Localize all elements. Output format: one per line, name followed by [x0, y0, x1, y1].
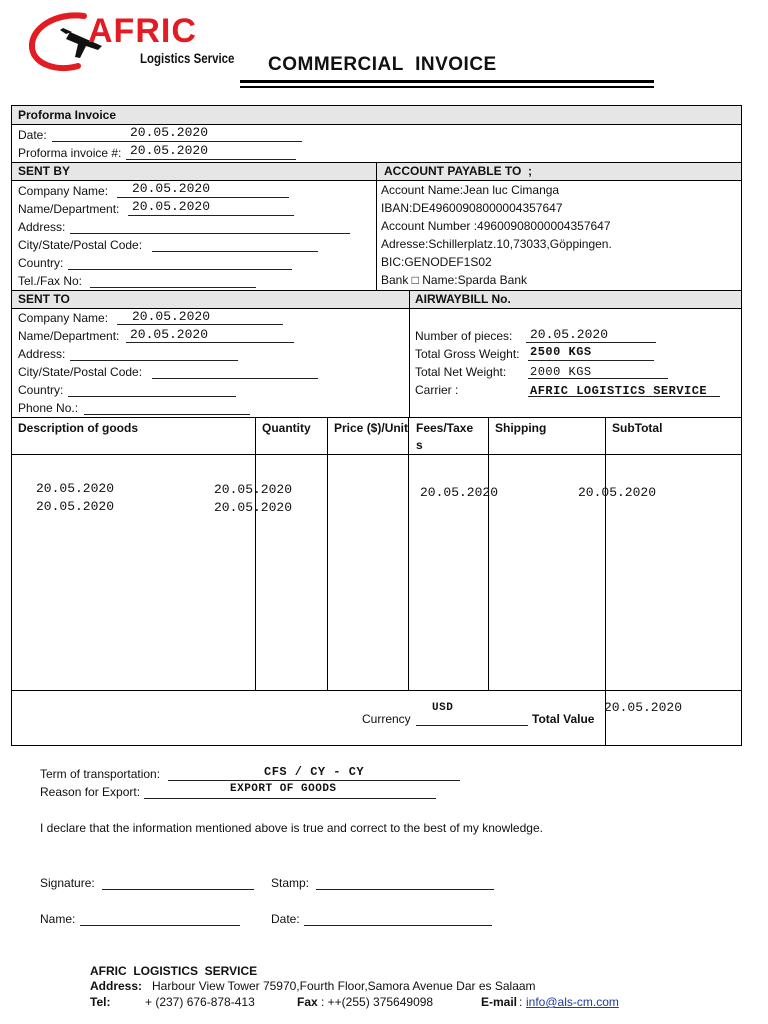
sent-to-city-field[interactable]: [152, 378, 318, 379]
account-line: BIC:GENODEF1S02: [381, 255, 492, 269]
total-value[interactable]: 20.05.2020: [604, 700, 683, 715]
proforma-title: Proforma Invoice: [18, 108, 117, 122]
footer-address-label: Address:: [90, 979, 143, 993]
sent-by-address-field[interactable]: [70, 233, 350, 234]
goods-quantity-cell[interactable]: 20.05.2020: [214, 482, 293, 497]
airwaybill-title: AIRWAYBILL No.: [415, 292, 511, 306]
total-value-label: Total Value: [532, 712, 595, 726]
sent-by-country-field[interactable]: [68, 269, 292, 270]
footer-tel-label: Tel:: [90, 995, 111, 1009]
footer-company: AFRIC LOGISTICS SERVICE: [90, 964, 258, 978]
carrier-label: Carrier :: [415, 383, 459, 397]
sent-to-city-label: City/State/Postal Code:: [18, 365, 143, 379]
col-header-shipping: Shipping: [495, 421, 547, 435]
stamp-field[interactable]: [316, 889, 494, 890]
goods-quantity-cell[interactable]: 20.05.2020: [214, 500, 293, 515]
stamp-label: Stamp:: [271, 876, 310, 890]
signature-label: Signature:: [40, 876, 95, 890]
pieces-value[interactable]: 20.05.2020: [530, 327, 609, 342]
sent-to-dept-value[interactable]: 20.05.2020: [130, 327, 209, 342]
col-header-fees-wrap: s: [416, 438, 423, 452]
sign-date-field[interactable]: [304, 925, 492, 926]
date-value[interactable]: 20.05.2020: [130, 125, 209, 140]
goods-subtotal-cell[interactable]: 20.05.2020: [578, 485, 657, 500]
footer-tel-value: + (237) 676-878-413: [145, 995, 255, 1009]
col-header-price: Price ($)/Unit: [334, 421, 409, 435]
goods-fees-cell[interactable]: 20.05.2020: [420, 485, 499, 500]
sent-to-country-field[interactable]: [68, 396, 236, 397]
sign-date-label: Date:: [271, 912, 300, 926]
net-weight-value[interactable]: 2000 KGS: [530, 365, 592, 379]
sent-to-title: SENT TO: [18, 292, 70, 306]
transport-term-value[interactable]: CFS / CY - CY: [264, 765, 365, 779]
currency-value[interactable]: USD: [432, 702, 454, 714]
footer-fax-label: Fax: [297, 995, 318, 1009]
currency-label: Currency: [362, 712, 411, 726]
sent-by-city-label: City/State/Postal Code:: [18, 238, 143, 252]
page-title: COMMERCIAL INVOICE: [268, 54, 497, 75]
sent-by-dept-label: Name/Department:: [18, 202, 120, 216]
sent-by-company-value[interactable]: 20.05.2020: [132, 181, 211, 196]
sent-by-city-field[interactable]: [152, 251, 318, 252]
sent-to-company-value[interactable]: 20.05.2020: [132, 309, 211, 324]
goods-description-cell[interactable]: 20.05.2020: [36, 499, 115, 514]
sent-to-country-label: Country:: [18, 383, 64, 397]
col-header-description: Description of goods: [18, 421, 138, 435]
net-weight-label: Total Net Weight:: [415, 365, 507, 379]
goods-description-cell[interactable]: 20.05.2020: [36, 481, 115, 496]
col-header-quantity: Quantity: [262, 421, 311, 435]
title-underline-1: [240, 80, 654, 83]
sent-by-dept-value[interactable]: 20.05.2020: [132, 199, 211, 214]
export-reason-label: Reason for Export:: [40, 785, 141, 799]
name-field[interactable]: [80, 925, 240, 926]
col-header-fees: Fees/Taxe: [416, 421, 474, 435]
sent-to-dept-label: Name/Department:: [18, 329, 120, 343]
account-line: Adresse:Schillerplatz.10,73033,Göppingen.: [381, 237, 612, 251]
sent-to-address-label: Address:: [18, 347, 66, 361]
logo-word: AFRIC: [88, 12, 197, 50]
proforma-number-value[interactable]: 20.05.2020: [130, 143, 209, 158]
sent-by-company-label: Company Name:: [18, 184, 109, 198]
sent-to-company-label: Company Name:: [18, 311, 109, 325]
sent-by-tel-field[interactable]: [90, 287, 256, 288]
footer-address-value: Harbour View Tower 75970,Fourth Floor,Samora Avenue Dar es Salaam: [152, 979, 536, 993]
sent-to-phone-label: Phone No.:: [18, 401, 79, 415]
footer-email-link[interactable]: info@als-cm.com: [526, 995, 619, 1009]
footer-fax-value: : ++(255) 375649098: [321, 995, 434, 1009]
account-line: Bank □ Name:Sparda Bank: [381, 273, 527, 287]
sent-by-country-label: Country:: [18, 256, 64, 270]
gross-weight-label: Total Gross Weight:: [415, 347, 520, 361]
account-line: Account Number :49600908000004357647: [381, 219, 611, 233]
sent-to-address-field[interactable]: [70, 360, 238, 361]
carrier-value[interactable]: AFRIC LOGISTICS SERVICE: [530, 384, 708, 398]
sent-to-phone-field[interactable]: [84, 414, 250, 415]
date-label: Date:: [18, 128, 47, 142]
sent-by-title: SENT BY: [18, 164, 71, 178]
account-title: ACCOUNT PAYABLE TO ;: [384, 164, 533, 178]
footer-email-label: E-mail: [481, 995, 518, 1009]
title-underline-2: [240, 86, 654, 88]
gross-weight-value[interactable]: 2500 KGS: [530, 345, 592, 359]
company-logo: [26, 10, 236, 74]
export-reason-value[interactable]: EXPORT OF GOODS: [230, 783, 337, 795]
declaration-text: I declare that the information mentioned above is true and correct to the best of my knowledge.: [40, 821, 543, 835]
account-line: IBAN:DE49600908000004357647: [381, 201, 563, 215]
col-header-subtotal: SubTotal: [612, 421, 663, 435]
name-label: Name:: [40, 912, 76, 926]
sent-by-tel-label: Tel./Fax No:: [18, 274, 83, 288]
account-line: Account Name:Jean luc Cimanga: [381, 183, 560, 197]
pieces-label: Number of pieces:: [415, 329, 513, 343]
sent-by-address-label: Address:: [18, 220, 66, 234]
signature-field[interactable]: [102, 889, 254, 890]
transport-term-label: Term of transportation:: [40, 767, 161, 781]
proforma-number-label: Proforma invoice #:: [18, 146, 122, 160]
logo-subtitle: Logistics Service: [140, 50, 235, 66]
